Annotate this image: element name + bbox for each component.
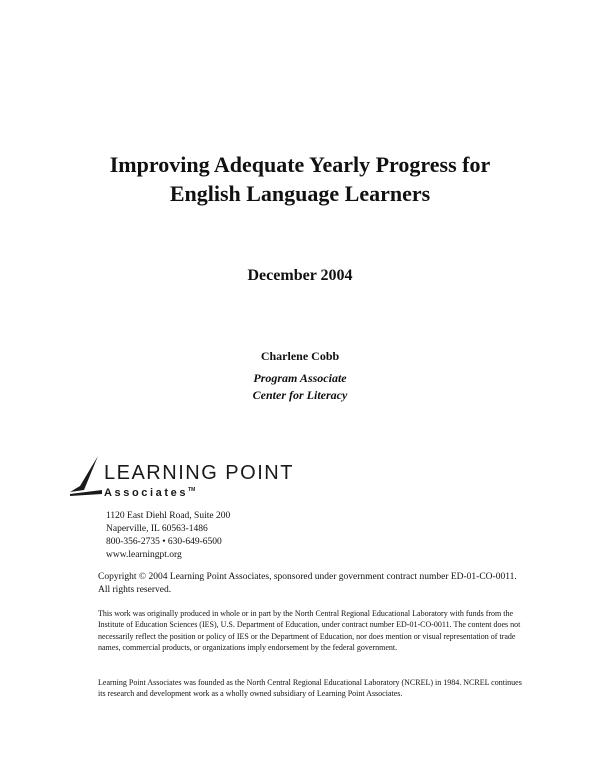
- learning-point-logo: [68, 456, 308, 504]
- trademark-mark: TM: [188, 487, 196, 493]
- learning-point-arrow-icon: [68, 456, 104, 504]
- funding-disclaimer: This work was originally produced in whole or in part by the North Central Regional Educational Laboratory with funds from the Institute of Education Sciences (IES), U.S. Department of Education, under contract number ED-01-CO-0011. The content does not necessarily reflect the position or policy of IES or the Department of Education, nor does mention or visual representation of trade names, commercial products, or organizations imply endorsement by the federal government.: [98, 609, 521, 652]
- address-website[interactable]: www.learningpt.org: [106, 550, 182, 560]
- publication-date: December 2004: [247, 267, 353, 284]
- title-line-2: English Language Learners: [169, 181, 431, 206]
- logo-sub-text: Associates: [104, 487, 189, 499]
- author-center: Center for Literacy: [252, 388, 348, 402]
- document-title: [0, 150, 600, 208]
- copyright-notice: Copyright © 2004 Learning Point Associates, sponsored under government contract number ED-01-CO-0011. All rights reserved.: [98, 572, 517, 595]
- organization-history: Learning Point Associates was founded as the North Central Regional Educational Laboratory (NCREL) in 1984. NCREL continues its research and development work as a wholly owned subsidiary of Learning Point Associates.: [98, 678, 522, 699]
- address-city: Naperville, IL 60563-1486: [106, 524, 208, 534]
- address-phones: 800-356-2735 • 630-649-6500: [106, 537, 222, 547]
- author-name: Charlene Cobb: [260, 349, 340, 363]
- author-title: Program Associate: [253, 371, 347, 385]
- logo-subtitle: [104, 483, 195, 500]
- logo-name: LEARNING POINT: [104, 462, 294, 484]
- address-block: [106, 510, 230, 562]
- address-street: 1120 East Diehl Road, Suite 200: [106, 511, 231, 521]
- title-line-1: Improving Adequate Yearly Progress for: [109, 152, 491, 177]
- author-role: [0, 370, 600, 404]
